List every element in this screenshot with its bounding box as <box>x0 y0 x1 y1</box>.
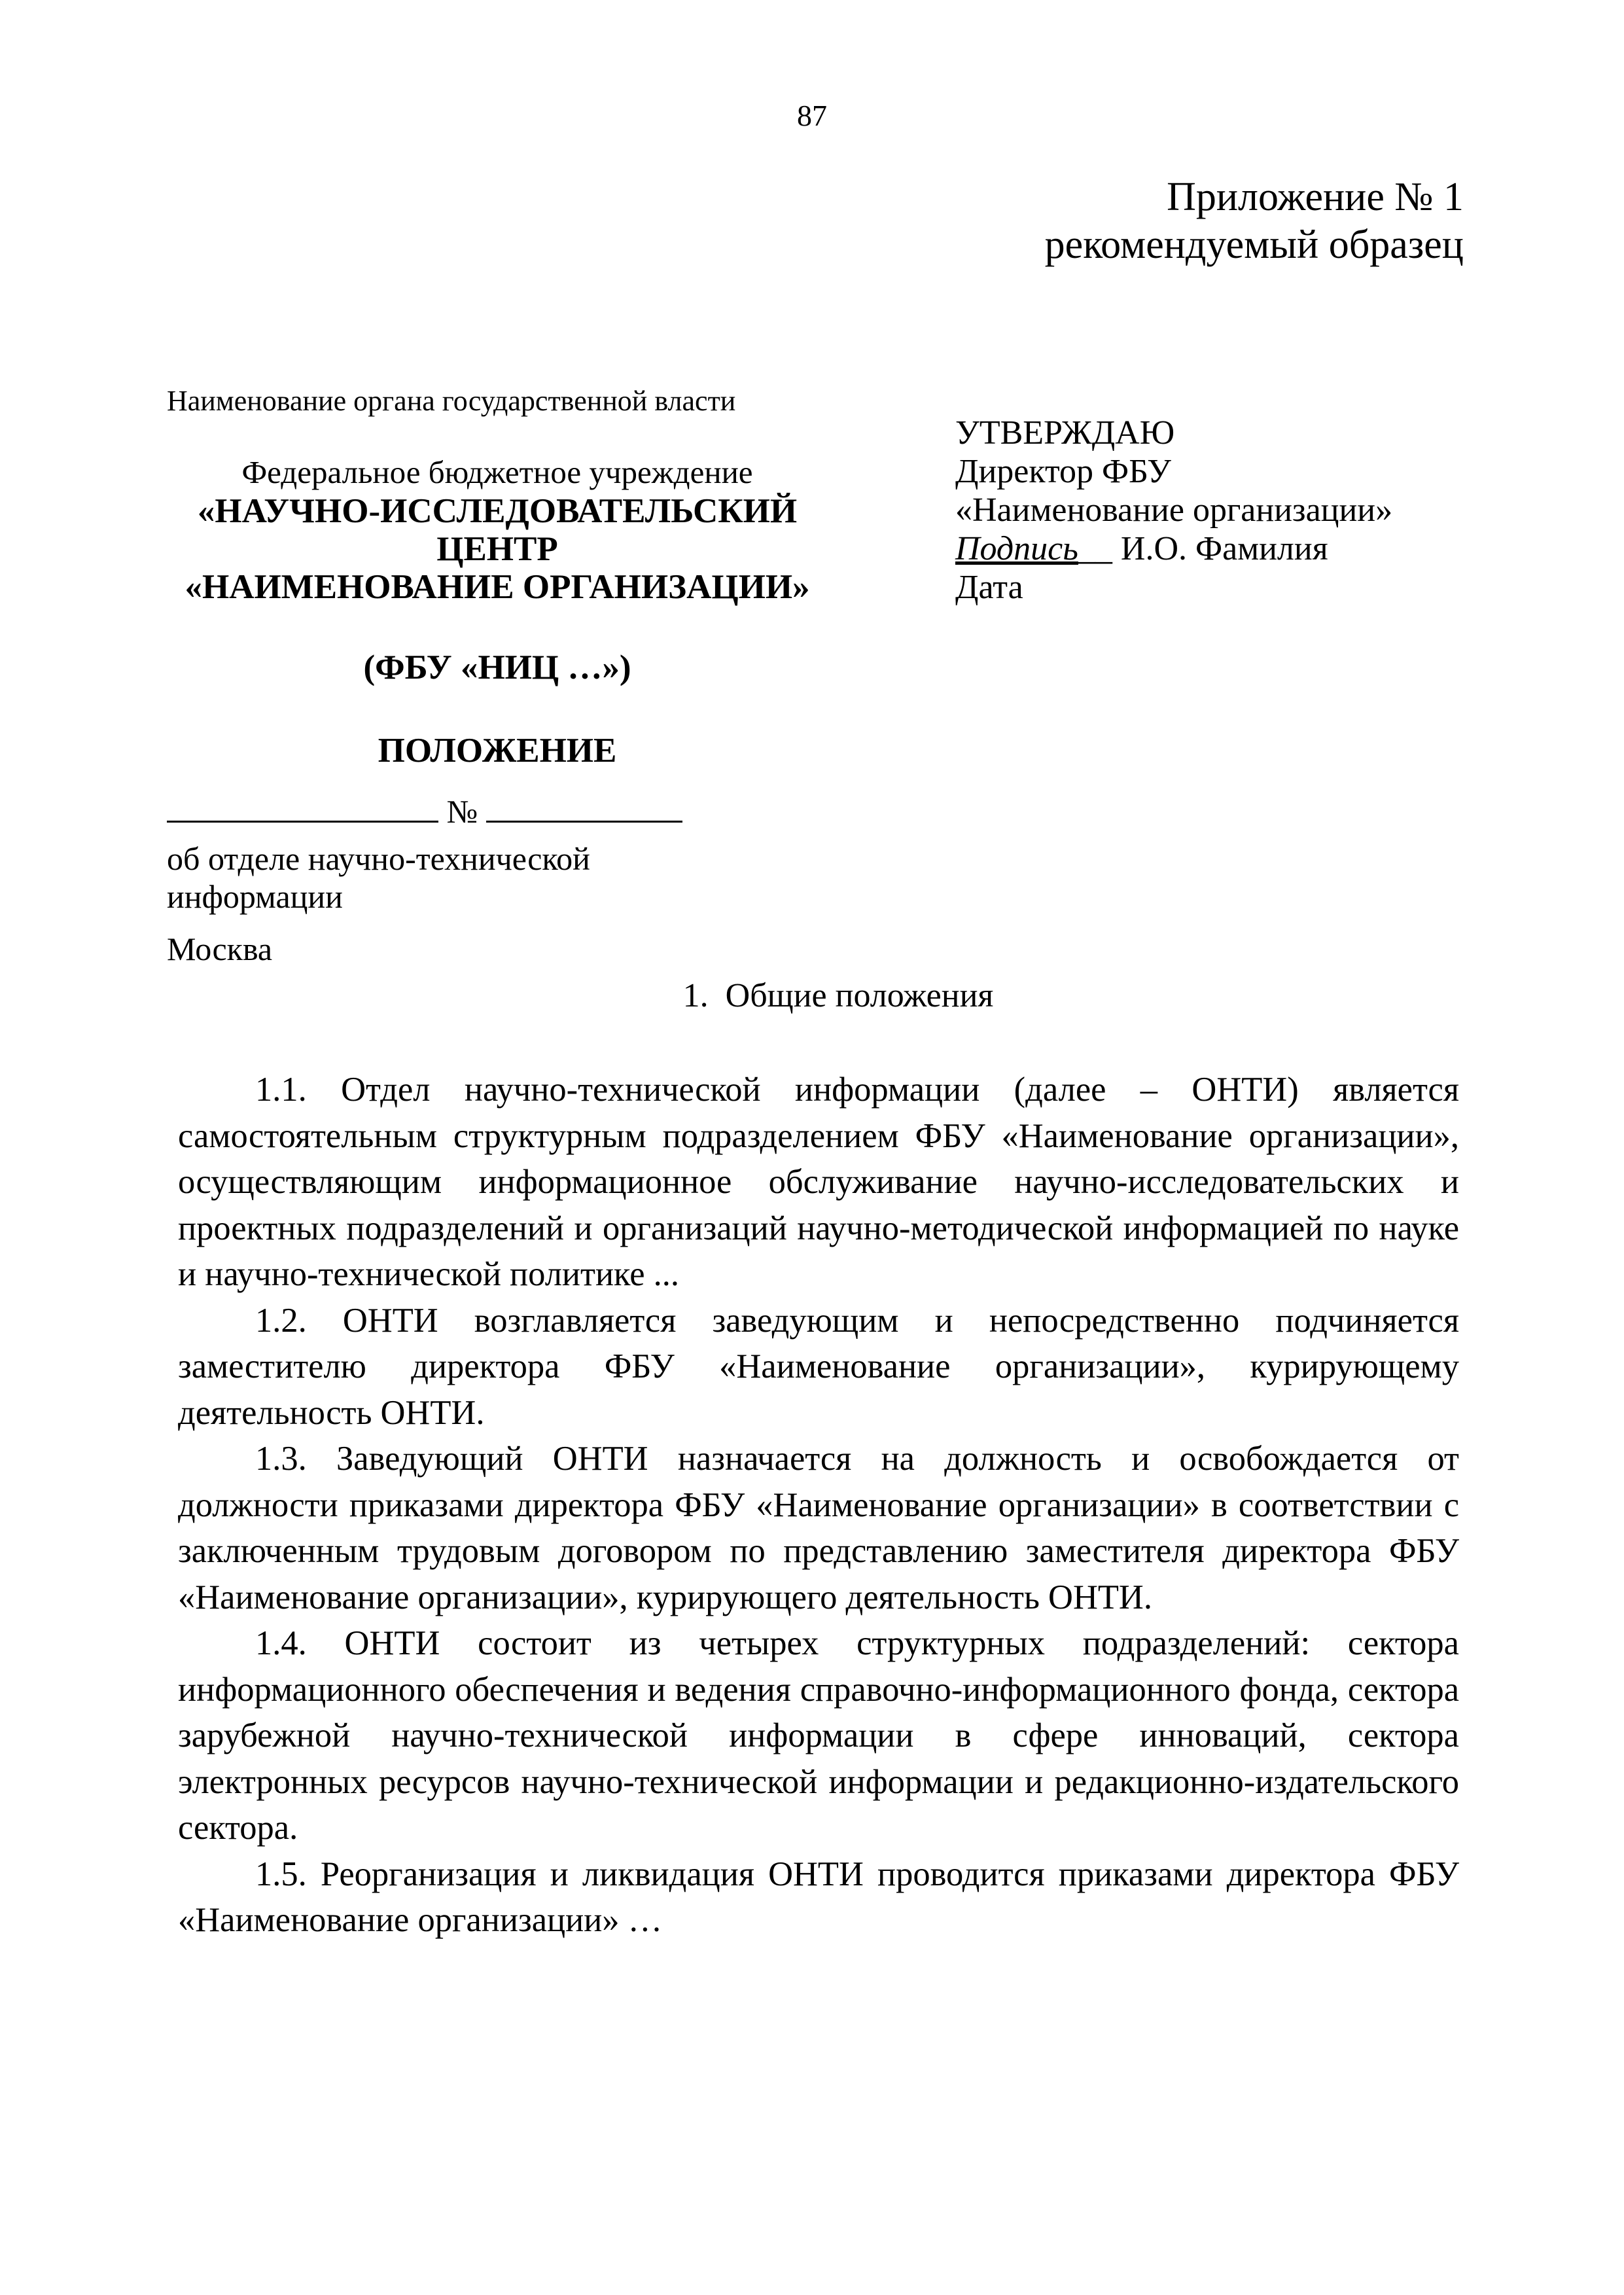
appendix-subtitle: рекомендуемый образец <box>1044 222 1464 267</box>
document-subject <box>167 840 590 916</box>
organization-header <box>167 380 828 770</box>
city: Москва <box>167 931 273 967</box>
paragraph-1-5: 1.5. Реорганизация и ликвидация ОНТИ проводится приказами директора ФБУ «Наименование организации» … <box>178 1855 1459 1939</box>
appendix-title: Приложение № 1 <box>1167 175 1464 219</box>
document-number-line <box>167 791 682 831</box>
org-name-line: «НАУЧНО-ИССЛЕДОВАТЕЛЬСКИЙ <box>197 492 798 530</box>
document-type: ПОЛОЖЕНИЕ <box>378 732 617 770</box>
authority-name: Наименование органа государственной власти <box>167 385 736 417</box>
approval-position: Директор ФБУ <box>955 453 1171 490</box>
subject-line: информации <box>167 878 343 915</box>
approval-date: Дата <box>955 569 1023 606</box>
signatory-name: И.О. Фамилия <box>1112 530 1328 567</box>
paragraph-1-4: 1.4. ОНТИ состоит из четырех структурных подразделений: сектора информационного обеспечения и ведения справочно-информационного фонда, сектора зарубежной научно-технической информации в сфере инноваций, сектора электронных ресурсов научно-технической информации и редакционно-издательского сектора. <box>178 1624 1459 1847</box>
org-name <box>167 492 828 606</box>
number-sign: № <box>446 793 478 830</box>
subject-line: об отделе научно-технической <box>167 840 590 877</box>
approval-org: «Наименование организации» <box>955 491 1393 529</box>
approval-heading: УТВЕРЖДАЮ <box>955 414 1175 452</box>
paragraph-1-3: 1.3. Заведующий ОНТИ назначается на должность и освобождается от должности приказами директора ФБУ «Наименование организации» в соответствии с заключенным трудовым договором по представлению заместителя директора ФБУ «Наименование организации», курирующего деятельность ОНТИ. <box>178 1440 1459 1616</box>
number-blank <box>486 791 682 823</box>
section-heading <box>0 975 1624 1017</box>
org-block <box>167 453 828 770</box>
signature-line <box>955 529 1392 568</box>
org-name-line: «НАИМЕНОВАНИЕ ОРГАНИЗАЦИИ» <box>185 568 810 606</box>
page-number: 87 <box>797 99 827 132</box>
date-blank <box>167 791 438 823</box>
section-number: 1. <box>682 977 709 1014</box>
org-abbreviation: (ФБУ «НИЦ …») <box>363 649 631 686</box>
signature-blank: __ <box>1078 530 1112 567</box>
section-title: Общие положения <box>725 977 994 1014</box>
appendix-block <box>1045 173 1464 268</box>
paragraph-1-1: 1.1. Отдел научно-технической информации (далее – ОНТИ) является самостоятельным структурным подразделением ФБУ «Наименование организации», осуществляющим информационное обслуживание научно-исследовательских и проектных подразделений и организаций научно-методической информацией по науке и научно-технической политике ... <box>178 1071 1459 1293</box>
org-name-line: ЦЕНТР <box>436 530 558 568</box>
signature-label: Подпись <box>955 530 1078 567</box>
approval-block <box>955 414 1392 607</box>
paragraph-1-2: 1.2. ОНТИ возглавляется заведующим и непосредственно подчиняется заместителю директора ФБУ «Наименование организации», курирующему деятельность ОНТИ. <box>178 1301 1459 1432</box>
org-type: Федеральное бюджетное учреждение <box>241 454 753 490</box>
section-body <box>178 1067 1459 1944</box>
